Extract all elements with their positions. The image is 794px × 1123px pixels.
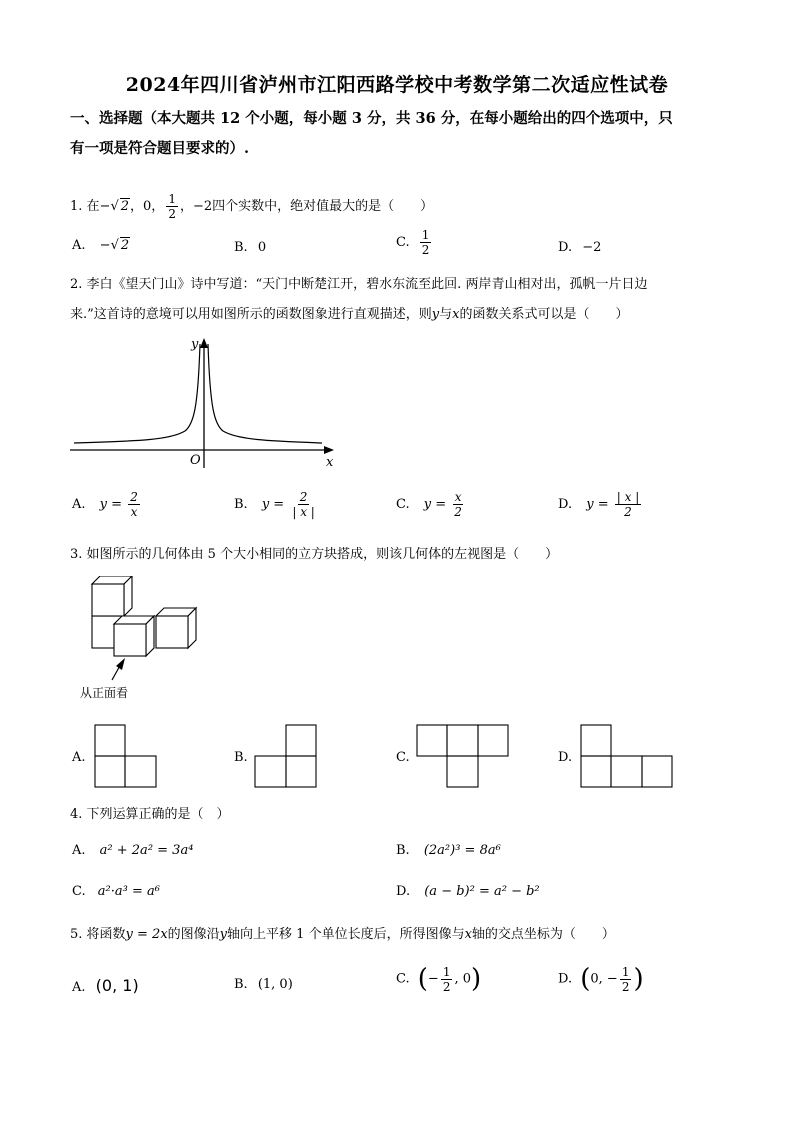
view-direction-label: 从正面看 bbox=[80, 686, 129, 700]
question-1 bbox=[70, 192, 730, 222]
q4-option-a[interactable] bbox=[72, 843, 193, 858]
paren-left: ( bbox=[417, 964, 428, 994]
frac-num: 2 bbox=[130, 490, 138, 504]
q4-option-b[interactable] bbox=[396, 843, 501, 858]
option-label: B. bbox=[396, 843, 410, 858]
q5-suffix: 轴的交点坐标为（ ） bbox=[471, 927, 615, 942]
option-d-fraction bbox=[615, 490, 641, 519]
q2-line-2 bbox=[70, 300, 730, 330]
q2-x: x bbox=[452, 307, 460, 322]
q2-option-c[interactable] bbox=[396, 490, 466, 519]
frac-den: | x | bbox=[292, 505, 315, 519]
option-a-minus: − bbox=[99, 238, 111, 253]
q1-prefix: 1. 在 bbox=[70, 199, 100, 214]
q3-solid-figure bbox=[78, 576, 208, 700]
q1-frac-den: 2 bbox=[168, 207, 176, 221]
q5-mid1: 的图像沿 bbox=[167, 927, 220, 942]
q1-sep1: ，0， bbox=[130, 199, 165, 214]
option-lhs: y = bbox=[423, 497, 447, 512]
option-label: A. bbox=[72, 980, 86, 995]
q2-text-c: 的函数关系式可以是（ ） bbox=[459, 307, 629, 322]
q3-option-a[interactable] bbox=[72, 750, 86, 765]
option-c-fraction bbox=[452, 490, 464, 519]
option-label: B. bbox=[234, 750, 248, 765]
option-b-expr: (2a²)³ = 8a⁶ bbox=[423, 843, 501, 858]
q1-option-c[interactable] bbox=[396, 228, 433, 257]
option-lhs: y = bbox=[586, 497, 609, 512]
q4-option-d[interactable] bbox=[396, 884, 540, 899]
q3-option-d-figure bbox=[580, 724, 674, 788]
frac-den: 2 bbox=[442, 979, 451, 994]
frac-den: 2 bbox=[454, 505, 462, 519]
option-label: B. bbox=[234, 497, 248, 512]
option-label: D. bbox=[558, 750, 573, 765]
option-label: C. bbox=[396, 750, 410, 765]
option-label: B. bbox=[234, 240, 248, 255]
cube-face bbox=[92, 584, 124, 616]
option-label: C. bbox=[396, 235, 410, 250]
q2-text-b: 与 bbox=[439, 307, 453, 322]
q2-option-a[interactable] bbox=[72, 490, 142, 519]
q3-option-a-figure bbox=[94, 724, 158, 788]
q3-option-b-figure bbox=[254, 724, 318, 788]
option-label: A. bbox=[72, 238, 86, 253]
option-label: A. bbox=[72, 843, 86, 858]
frac-num: 1 bbox=[621, 964, 630, 979]
option-label: C. bbox=[396, 971, 410, 987]
frac-den: 2 bbox=[621, 979, 630, 994]
frac-num: 2 bbox=[299, 490, 308, 504]
frac-num: 1 bbox=[421, 228, 430, 242]
option-label: D. bbox=[558, 497, 573, 512]
option-c-pre: − bbox=[427, 971, 439, 987]
option-a-expr: a² + 2a² = 3a⁴ bbox=[99, 843, 194, 858]
question-2 bbox=[70, 270, 730, 330]
question-4: 4. 下列运算正确的是（ ） bbox=[70, 807, 230, 822]
cube-face bbox=[156, 616, 188, 648]
q1-sqrt-value: 2 bbox=[120, 199, 130, 214]
frac-num: 1 bbox=[442, 964, 451, 979]
section-line-1: 一、选择题（本大题共 12 个小题，每小题 3 分，共 36 分，在每小题给出的四个选项中，只 bbox=[70, 110, 673, 127]
option-a-fraction bbox=[128, 490, 140, 519]
option-label: A. bbox=[72, 497, 86, 512]
q5-function: y = 2x bbox=[125, 927, 168, 942]
option-label: D. bbox=[396, 884, 411, 899]
graph-x-label: x bbox=[326, 455, 334, 470]
q2-line-1: 2. 李白《望天门山》诗中写道：“天门中断楚江开，碧水东流至此回. 两岸青山相对出，孤帆一片日边 bbox=[70, 277, 648, 292]
q1-fraction bbox=[166, 192, 178, 221]
frac-den: 2 bbox=[624, 505, 632, 519]
curve-right bbox=[208, 344, 322, 443]
section-line-2: 有一项是符合题目要求的）. bbox=[70, 140, 250, 157]
option-c-fraction bbox=[441, 965, 453, 994]
option-c-fraction bbox=[420, 228, 432, 257]
view-arrow-head bbox=[116, 658, 125, 670]
q1-neg2: −2 bbox=[192, 199, 213, 214]
option-c-post: , 0 bbox=[454, 971, 472, 987]
q1-suffix: 四个实数中，绝对值最大的是（ ） bbox=[212, 199, 434, 214]
q3-option-c-figure bbox=[416, 724, 510, 788]
q5-option-c[interactable] bbox=[396, 964, 481, 994]
cube-face bbox=[114, 624, 146, 656]
q5-prefix: 5. 将函数 bbox=[70, 927, 126, 942]
frac-den: 2 bbox=[421, 243, 430, 257]
graph-origin-label: O bbox=[190, 453, 201, 468]
graph-y-label: y bbox=[191, 337, 199, 352]
option-d-fraction bbox=[620, 965, 632, 994]
q5-option-a[interactable] bbox=[72, 976, 139, 995]
sqrt-sign: √ bbox=[110, 238, 119, 253]
paren-right: ) bbox=[633, 964, 644, 994]
paren-left: ( bbox=[580, 964, 591, 994]
q2-option-d[interactable] bbox=[558, 490, 643, 519]
option-label: C. bbox=[396, 497, 410, 512]
q4-option-c[interactable] bbox=[72, 884, 160, 899]
q5-y: y bbox=[219, 927, 228, 942]
section-heading bbox=[70, 104, 730, 164]
q5-option-b[interactable] bbox=[234, 977, 293, 992]
q1-minus: − bbox=[99, 199, 111, 214]
q5-mid2: 轴向上平移 1 个单位长度后，所得图像与 bbox=[227, 927, 465, 942]
q5-option-d[interactable] bbox=[558, 964, 644, 994]
option-label: D. bbox=[558, 971, 573, 987]
q3-option-d[interactable] bbox=[558, 750, 572, 765]
option-lhs: y = bbox=[261, 497, 285, 512]
y-axis-arrow bbox=[200, 338, 208, 348]
question-3: 3. 如图所示的几何体由 5 个大小相同的立方块搭成，则该几何体的左视图是（ ） bbox=[70, 547, 559, 562]
q5-x: x bbox=[464, 927, 472, 942]
page-title: 2024年四川省泸州市江阳西路学校中考数学第二次适应性试卷 bbox=[125, 74, 669, 96]
q2-option-b[interactable] bbox=[234, 490, 319, 519]
option-d-expr: (a − b)² = a² − b² bbox=[424, 884, 540, 899]
option-label: C. bbox=[72, 884, 86, 899]
q2-graph bbox=[70, 336, 340, 472]
q1-sqrt-sign: √ bbox=[110, 199, 119, 214]
option-b-value: (1, 0) bbox=[257, 977, 293, 992]
q1-frac-num: 1 bbox=[168, 192, 176, 206]
option-label: B. bbox=[234, 977, 248, 992]
q2-y: y bbox=[431, 307, 440, 322]
q1-option-b[interactable] bbox=[234, 240, 266, 255]
option-c-expr: a²·a³ = a⁶ bbox=[97, 884, 160, 899]
option-b-value: 0 bbox=[257, 240, 267, 255]
option-d-value: −2 bbox=[582, 240, 602, 255]
option-a-sqrt: 2 bbox=[120, 238, 130, 253]
frac-num: x bbox=[454, 490, 462, 504]
option-a-value: (0, 1) bbox=[95, 976, 139, 995]
option-label: A. bbox=[72, 750, 86, 765]
option-d-pre: 0, − bbox=[590, 971, 618, 987]
option-lhs: y = bbox=[99, 497, 123, 512]
curve-left bbox=[74, 344, 200, 443]
frac-num: | x | bbox=[616, 490, 640, 504]
q3-option-c[interactable] bbox=[396, 750, 410, 765]
frac-den: x bbox=[130, 505, 138, 519]
q1-sep2: ， bbox=[179, 199, 193, 214]
x-axis-arrow bbox=[324, 446, 334, 454]
paren-right: ) bbox=[471, 964, 482, 994]
q3-option-b[interactable] bbox=[234, 750, 248, 765]
option-label: D. bbox=[558, 240, 573, 255]
q1-option-d[interactable] bbox=[558, 240, 601, 255]
option-b-fraction bbox=[290, 490, 316, 519]
q1-option-a[interactable] bbox=[72, 238, 130, 253]
question-5 bbox=[70, 920, 730, 950]
q2-text-a: 来.”这首诗的意境可以用如图所示的函数图象进行直观描述，则 bbox=[70, 307, 432, 322]
